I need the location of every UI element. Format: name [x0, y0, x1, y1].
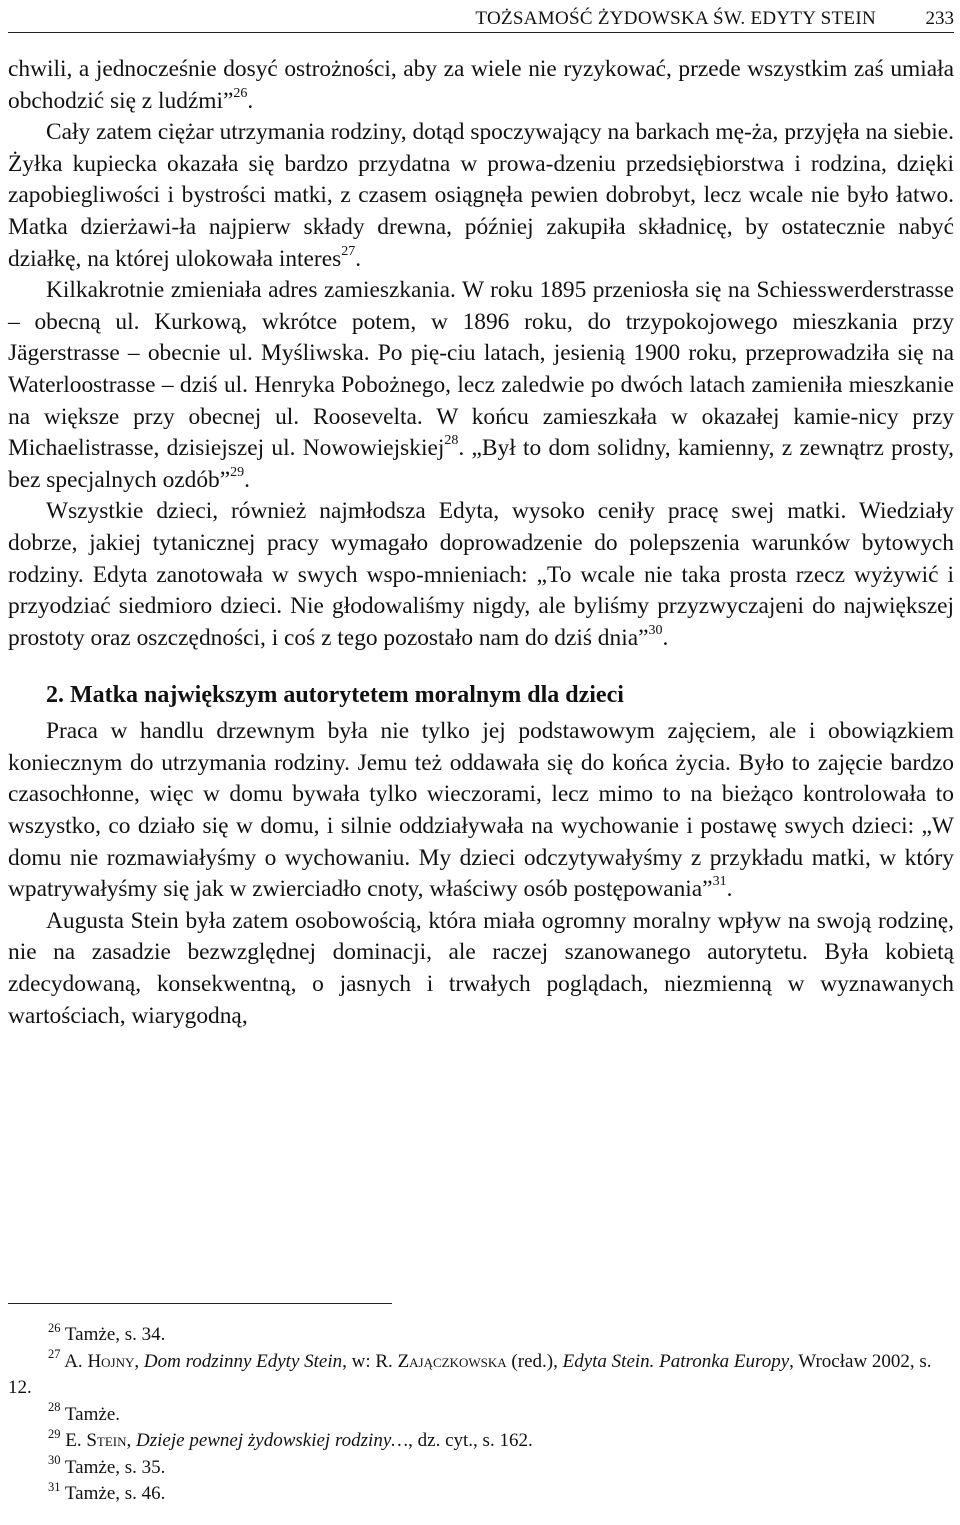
footnote: [8, 1428, 954, 1455]
author-name: Stein: [86, 1430, 127, 1451]
footnote-number: 28: [48, 1400, 61, 1415]
footnote: [8, 1349, 954, 1402]
paragraph-text: Cały zatem ciężar utrzymania rodziny, dotąd spoczywający na barkach mę-ża, przyjęła na siebie. Żyłka kupiecka okazała się bardzo przydatna w prowa-dzeniu przedsiębiorstwa i rodzina, dzięki zapobiegliwości i bystrości matki, z czasem osiągnęła pewien dobrobyt, lecz wcale nie było łatwo. Matka dzierżawi-ła najpierw składy drewna, później zakupiła składnicę, by ostatecznie nabyć działkę, na której ulokowała interes: [8, 119, 954, 272]
footnote-ref: 30: [648, 622, 663, 638]
main-text: [8, 54, 954, 1032]
book-title: Dzieje pewnej żydowskiej rodziny…: [136, 1430, 409, 1451]
footnote-number: 29: [48, 1426, 61, 1441]
footnote-text: ,: [134, 1350, 144, 1372]
paragraph-text: . „Był to dom solidny, kamienny, z zewnątrz prosty, bez specjalnych ozdób”: [8, 435, 954, 493]
running-title: TOŻSAMOŚĆ ŻYDOWSKA ŚW. EDYTY STEIN: [475, 8, 876, 29]
footnote: [8, 1322, 954, 1349]
book-title: Edyta Stein. Patronka Europy: [562, 1350, 790, 1372]
footnote-ref: 28: [444, 433, 459, 449]
footnote-text: A.: [60, 1350, 88, 1372]
footnote-ref: 29: [230, 464, 245, 480]
footnote: [8, 1481, 954, 1508]
footnote-text: Tamże, s. 35.: [60, 1456, 166, 1478]
paragraph-text: Kilkakrotnie zmieniała adres zamieszkania. W roku 1895 przeniosła się na Schiesswerderstrasse – obecną ul. Kurkową, wkrótce potem, w 1896 roku, do trzypokojowego mieszkania przy Jägerstrasse – obecnie ul. Myśliwska. Po pię-ciu latach, jesienią 1900 roku, przeprowadziła się na Waterloostrasse – dziś ul. Henryka Pobożnego, lecz zaledwie po dwóch latach zamieniła mieszkanie na większe przy obecnej ul. Roosevelta. W końcu zamieszkała w okazałej kamie-nicy przy Michaelistrasse, dzisiejszej ul. Nowowiejskiej: [8, 277, 954, 462]
paragraph-text: .: [244, 466, 250, 493]
footnotes: [8, 1322, 954, 1508]
footnote: [8, 1455, 954, 1482]
paragraph-text: .: [247, 87, 254, 114]
footnote-text: , w: R.: [342, 1350, 398, 1372]
footnote: [8, 1402, 954, 1429]
paragraph: [8, 716, 954, 906]
footnote-text: ,: [126, 1430, 137, 1451]
footnote-number: 26: [48, 1320, 61, 1335]
footnote-ref: 31: [712, 874, 727, 890]
paragraph-text: Wszystkie dzieci, również najmłodsza Edyta, wysoko ceniły pracę swej matki. Wiedziały dobrze, jakiej tytanicznej pracy wymagało doprowadzenie do polepszenia warunków bytowych rodziny. Edyta zanotowała w swych wspo-mnieniach: „To wcale nie taka prosta rzecz wyżywić i przyodziać siedmioro dzieci. Nie głodowaliśmy nigdy, ale byliśmy przyzwyczajeni do największej prostoty oraz oszczędności, i coś z tego pozostało nam do dziś dnia”: [8, 498, 954, 651]
paragraph-text: Praca w handlu drzewnym była nie tylko jej podstawowym zajęciem, ale i obowiązkiem koniecznym do utrzymania rodziny. Jemu też oddawała się do końca życia. Było to zajęcie bardzo czasochłonne, więc w domu bywała tylko wieczorami, lecz mimo to na bieżąco kontrolowała to wszystko, co działo się w domu, i silnie oddziaływała na wychowanie i postawę swych dzieci: „W domu nie rozmawiałyśmy o wychowaniu. My dzieci odczytywałyśmy z przykładu matki, w który wpatrywałyśmy się jak w zwierciadło cnoty, właściwy osób postępowania”: [8, 718, 954, 903]
author-name: Hojny: [87, 1350, 135, 1372]
footnote-ref: 26: [233, 85, 248, 101]
paragraph-text: .: [662, 624, 669, 651]
footnote-text: , Wrocław 2002, s. 12.: [8, 1350, 932, 1398]
book-title: Dom rodzinny Edyty Stein: [143, 1350, 343, 1372]
paragraph: [8, 496, 954, 654]
paragraph-text: Augusta Stein była zatem osobowością, która miała ogromny moralny wpływ na swoją rodzinę, nie na zasadzie bezwzględnej dominacji, ale raczej szanowanego autorytetu. Była kobietą zdecydowaną, konsekwentną, o jasnych i trwałych poglądach, niezmienną w wyznawanych wartościach, wiarygodną,: [8, 907, 954, 1029]
footnote-number: 30: [48, 1453, 61, 1468]
footnote-text: (red.),: [506, 1350, 563, 1372]
paragraph: [8, 275, 954, 496]
footnote-number: 31: [48, 1479, 61, 1494]
footnote-text: Tamże, s. 46.: [60, 1483, 166, 1504]
paragraph-text: .: [726, 876, 733, 903]
footnote-text: Tamże, s. 34.: [60, 1324, 166, 1345]
paragraph: [8, 117, 954, 275]
section-heading: 2. Matka największym autorytetem moralnym dla dzieci: [46, 682, 624, 709]
footnote-ref: 27: [341, 243, 356, 259]
paragraph-text: chwili, a jednocześnie dosyć ostrożności, aby za wiele nie ryzykować, przede wszystkim zaś umiała obchodzić się z ludźmi”: [8, 56, 954, 114]
footnote-separator: [8, 1303, 392, 1304]
page-number: 233: [925, 8, 954, 29]
footnote-text: Tamże.: [60, 1403, 121, 1425]
paragraph-text: .: [355, 245, 362, 272]
author-name: Zajączkowska: [397, 1350, 507, 1372]
footnote-text: , dz. cyt., s. 162.: [408, 1430, 533, 1451]
footnote-text: E.: [60, 1430, 87, 1451]
running-header: [8, 4, 954, 33]
footnote-number: 27: [48, 1347, 61, 1362]
paragraph: [8, 906, 954, 1032]
paragraph: [8, 54, 954, 117]
